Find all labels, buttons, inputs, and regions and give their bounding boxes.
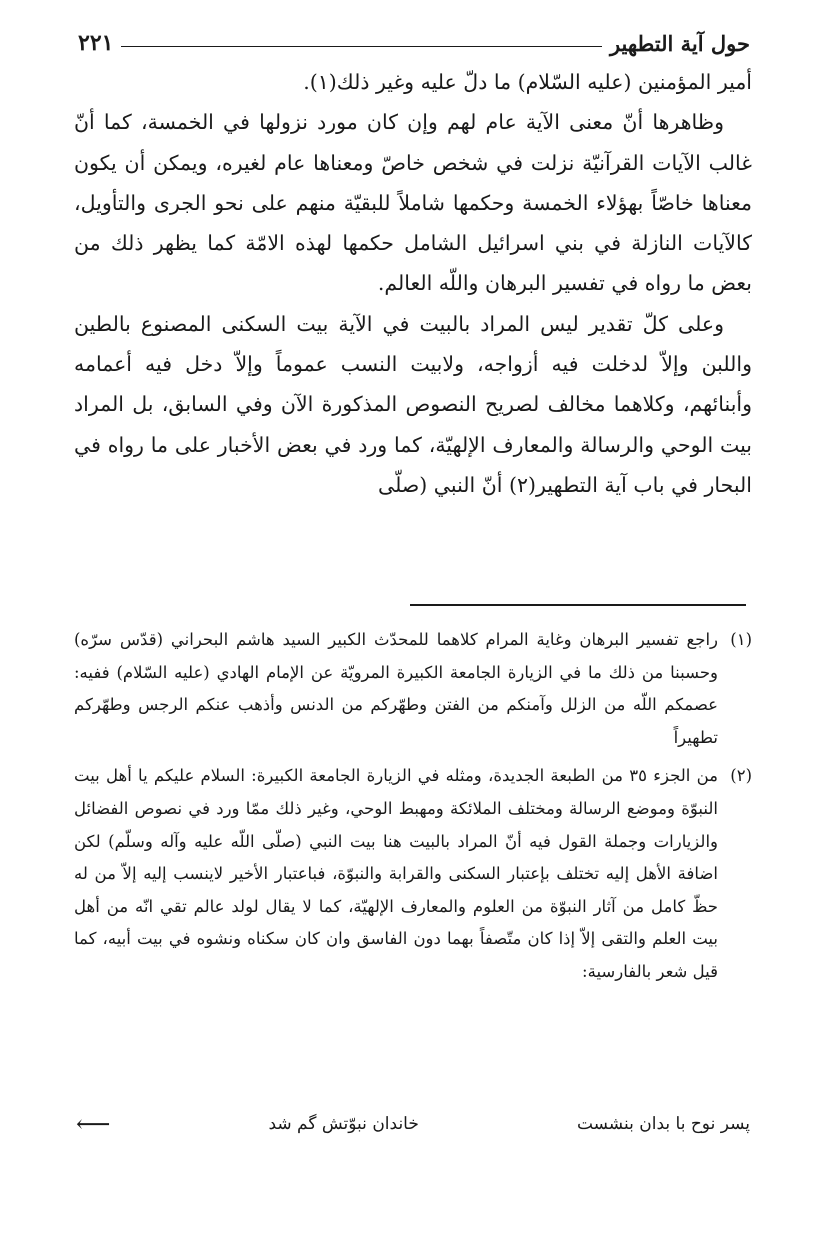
paragraph: وعلى كلّ تقدير ليس المراد بالبيت في الآية بيت السكنى المصنوع بالطين واللبن وإلاّ لدخلت فيه أزواجه، ولابيت النسب عموماً وإلاّ دخل فيه أعمامه وأبنائهم، وكلاهما مخالف لصريح النصوص المذكورة الآن وفي السابق، بل المراد بيت الوحي والرسالة والمعارف الإلهيّة، كما ورد في بعض الأخبار على ما رواه في البحار في باب آية التطهير(٢) أنّ النبي (صلّى <box>74 311 752 497</box>
header-rule <box>121 46 601 47</box>
footnotes <box>74 624 752 995</box>
paragraph: أمير المؤمنين (عليه السّلام) ما دلّ عليه وغير ذلك(١). <box>303 70 752 94</box>
running-header <box>78 26 750 60</box>
page-number: ٢٢١ <box>78 30 114 56</box>
continuation-arrow-icon: ⟵ <box>76 1110 111 1138</box>
verse-hemistich-2: خاندان نبوّتش گم شد <box>268 1114 419 1134</box>
running-title: حول آية التطهير <box>609 30 750 56</box>
main-text <box>74 62 752 505</box>
persian-verse <box>74 1104 752 1144</box>
footnote <box>74 760 752 988</box>
footnote-separator <box>410 604 746 606</box>
paragraph: وظاهرها أنّ معنى الآية عام لهم وإن كان مورد نزولها في الخمسة، كما أنّ غالب الآيات القرآنيّة نزلت في شخص خاصّ ومعناها عام لغيره، ويمكن أن يكون معناها خاصّاً بهؤلاء الخمسة وحكمها شاملاً للبقيّة منهم على نحو الجرى والتأويل، كالآيات النازلة في بني اسرائيل الشامل حكمها لهذه الامّة كما يظهر ذلك من بعض ما رواه في تفسير البرهان واللّه العالم. <box>74 110 752 296</box>
footnote-text: من الجزء ٣٥ من الطبعة الجديدة، ومثله في الزيارة الجامعة الكبيرة: السلام عليكم يا أهل بيت النبوّة وموضع الرسالة ومختلف الملائكة ومهبط الوحي، وغير ذلك ممّا ورد في نصوص الفضائل والزيارات وجملة القول فيه أنّ المراد بالبيت هنا بيت النبي (صلّى اللّه عليه وآله وسلّم) لكن اضافة الأهل إليه تختلف بإعتبار السكنى والقرابة والنبوّة، فباعتبار الأخير لاينسب إليه إلاّ من له حظّ كامل من آثار النبوّة من العلوم والمعارف الإلهيّة، كما لا يقال لولد عالم تقي انّه من أهل بيت العلم والتقى إلاّ إذا كان متّصفاً بهما دون الفاسق وان كان سكناه ونشوه في بيت أبيه، كما قيل شعر بالفارسية: <box>74 766 719 981</box>
footnote-text: راجع تفسير البرهان وغاية المرام كلاهما للمحدّث الكبير السيد هاشم البحراني (قدّس سرّه) وحسبنا من ذلك ما في الزيارة الجامعة الكبيرة المرويّة عن الإمام الهادي (عليه السّلام) ففيه: عصمكم اللّه من الزلل وآمنكم من الفتن وطهّركم من الدنس وأذهب عنكم الرجس وطهّركم تطهيراً <box>74 630 718 747</box>
footnote-number: (٢) <box>730 766 752 786</box>
footnote-number: (١) <box>730 630 752 649</box>
verse-hemistich-1: پسر نوح با بدان بنشست <box>576 1114 750 1134</box>
footnote <box>74 624 752 754</box>
